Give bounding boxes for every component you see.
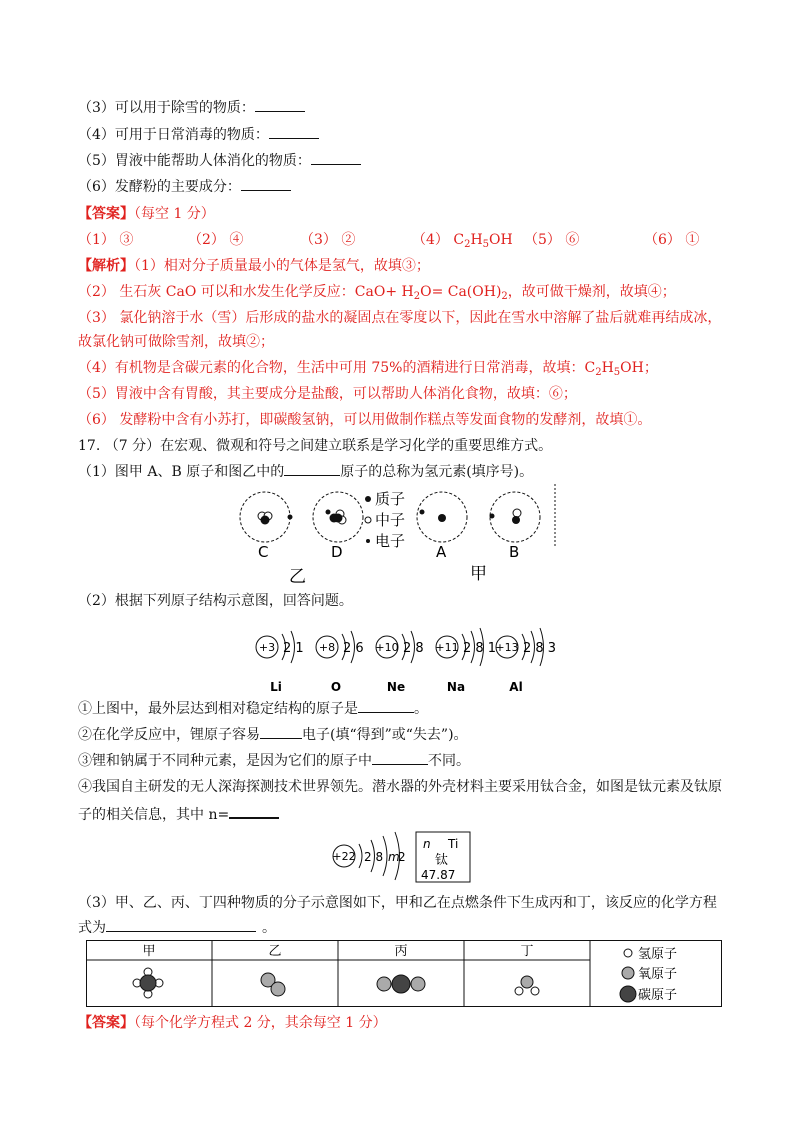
legend-electron: 电子	[375, 532, 406, 550]
question-line: 子的相关信息，其中 n=	[78, 804, 279, 825]
atom-structure-ne	[375, 631, 423, 694]
molecule-ch4	[133, 968, 163, 998]
atom-label: C	[258, 543, 269, 561]
atom-structure-na	[435, 628, 496, 694]
shell-electrons: 2 6	[343, 641, 364, 656]
atomic-structure-figure	[250, 620, 560, 696]
question-line: （6）发酵粉的主要成分：	[78, 177, 291, 197]
table-header-jia: 甲	[142, 944, 156, 959]
atom-model-figure	[230, 482, 570, 586]
legend-hydrogen: 氢原子	[638, 947, 678, 962]
atom-c-diagram	[240, 492, 293, 542]
table-header-ding: 丁	[520, 944, 534, 959]
nucleus-charge: +10	[375, 641, 399, 654]
ti-n: n	[423, 837, 431, 851]
legend-neutron: 中子	[375, 511, 406, 529]
group-label-jia: 甲	[470, 564, 487, 584]
analysis-line: （5）胃液中含有胃酸，其主要成分是盐酸，可以帮助人体消化食物，故填：⑥；	[78, 386, 577, 402]
question-line: （3）可以用于除雪的物质：	[78, 98, 305, 118]
question-line: 式为 。	[78, 920, 276, 936]
ti-last: 2	[398, 850, 406, 864]
question-heading: 17. （7 分）在宏观、微观和符号之间建立联系是学习化学的重要思维方式。	[78, 438, 553, 454]
atom-structure-al	[495, 628, 556, 694]
table-header-bing: 丙	[394, 944, 408, 959]
analysis-line: 【解析】（1）相对分子质量最小的气体是氢气，故填③；	[78, 258, 430, 274]
legend-carbon: 碳原子	[638, 988, 678, 1003]
legend-oxygen: 氧原子	[638, 967, 678, 982]
legend-proton: 质子	[375, 490, 406, 508]
molecule-o2	[261, 973, 285, 996]
shell-electrons: 2 1	[283, 641, 304, 656]
molecule-h2o	[515, 976, 539, 995]
ti-shells: 2 8	[364, 850, 384, 864]
analysis-line: （6） 发酵粉中含有小苏打，即碳酸氢钠，可以用做制作糕点等发面食物的发酵剂，故填①。	[78, 412, 652, 428]
ti-symbol: Ti	[448, 837, 459, 851]
ti-mass: 47.87	[421, 868, 456, 882]
ti-name: 钛	[435, 853, 449, 868]
shell-electrons: 2 8 1	[463, 641, 497, 656]
nucleus-charge: +3	[258, 641, 276, 654]
group-label-yi: 乙	[289, 567, 306, 586]
atom-d-diagram	[313, 492, 363, 542]
table-header-yi: 乙	[268, 944, 282, 959]
nucleus-charge: +13	[495, 641, 519, 654]
atom-label: B	[509, 543, 520, 561]
analysis-line: （4）有机物是含碳元素的化合物，生活中可用 75%的酒精进行日常消毒，故填：$C_2H_5OH$；	[78, 360, 658, 378]
analysis-line: 故氯化钠可做除雪剂，故填②；	[78, 334, 274, 350]
answer-heading: 【答案】（每空 1 分）	[78, 206, 215, 222]
atom-label: A	[436, 543, 447, 561]
molecule-table	[86, 940, 722, 1008]
nucleus-charge: +8	[318, 641, 336, 654]
question-line: ①上图中，最外层达到相对稳定结构的原子是 。	[78, 701, 428, 717]
nucleus-charge: +11	[435, 641, 459, 654]
particle-legend	[365, 490, 405, 550]
question-line: ③锂和钠属于不同种元素，是因为它们的原子中 不同。	[78, 753, 470, 769]
question-line: （4）可用于日常消毒的物质：	[78, 125, 319, 145]
shell-electrons: 2 8	[403, 641, 424, 656]
titanium-figure	[330, 826, 490, 884]
analysis-line: （3） 氯化钠溶于水（雪）后形成的盐水的凝固点在零度以下，因此在雪水中溶解了盐后就难再结成冰，	[78, 310, 722, 326]
ti-m: m	[388, 850, 400, 864]
atom-label: D	[331, 543, 343, 561]
ti-nucleus: +22	[332, 850, 356, 863]
atom-a-diagram	[417, 492, 467, 542]
element-symbol: Al	[509, 680, 523, 694]
question-line: （5）胃液中能帮助人体消化的物质：	[78, 151, 361, 171]
atom-structure-li	[256, 631, 304, 694]
analysis-line: （2） 生石灰 CaO 可以和水发生化学反应：$CaO+ H_2O= Ca(OH)_2$，故可做干燥剂，故填④；	[78, 284, 676, 302]
question-line: （2）根据下列原子结构示意图，回答问题。	[78, 593, 353, 609]
question-line: （1）图甲 A、B 原子和图乙中的 原子的总称为氢元素(填序号)。	[78, 464, 534, 480]
molecule-co2	[377, 975, 425, 993]
atom-b-diagram	[490, 492, 541, 542]
question-line: ④我国自主研发的无人深海探测技术世界领先。潜水器的外壳材料主要采用钛合金，如图是钛元素及钛原	[78, 779, 722, 795]
molecule-legend	[620, 947, 677, 1003]
element-symbol: Ne	[386, 680, 406, 694]
question-line: （3）甲、乙、丙、丁四种物质的分子示意图如下，甲和乙在点燃条件下生成丙和丁，该反应的化学方程	[78, 895, 717, 911]
element-symbol: Na	[446, 680, 466, 694]
element-symbol: O	[330, 680, 342, 694]
shell-electrons: 2 8 3	[523, 641, 557, 656]
answer-heading: 【答案】（每个化学方程式 2 分，其余每空 1 分）	[78, 1015, 387, 1031]
question-line: ②在化学反应中，锂原子容易 电子(填“得到”或“失去”)。	[78, 727, 468, 743]
atom-structure-o	[316, 631, 364, 694]
document-page: （3）可以用于除雪的物质： （4）可用于日常消毒的物质： （5）胃液中能帮助人体消化的物质： （6）发酵粉的主要成分： 【答案】（每空 1 分） （1） ③ （2） ④ （3） ② （4） $C_2H_5OH$ （5） ⑥ （6） ① 【解析】（1）相对分子质量最小的气体是氢气，故填③； （2） 生石灰 CaO 可以和水发生化学反应：$CaO+ H_2O= Ca(OH)_2$，故可做干燥剂，故填④； （3） 氯化钠溶于水（雪）后形成的盐水的凝固点在零度以下，因此在雪水中溶解了盐后就难再结成冰， 故氯化钠可做除雪剂，故填②； （4）有机物是含碳元素的化合物，生活中可用 75%的酒精进行日常消毒，故填：$C_2H_5OH$； （5）胃液中含有胃酸，其主要成分是盐酸，可以帮助人体消化食物，故填：⑥； （6） 发酵粉中含有小苏打，即碳酸氢钠，可以用做制作糕点等发面食物的发酵剂，故填①。 17. （7 分）在宏观、微观和符号之间建立联系是学习化学的重要思维方式。 （1）图甲 A、B 原子和图乙中的 原子的总称为氢元素(填序号)。 质子 中子 电子 C D A B 乙 甲 （2）根据下列原子结构示意图，回答问题。 +3 2 1 Li +8 2 6 O +10 2 8 Ne +11 2 8 1 Na +13 2 8 3 Al ①上图中，最外层达到相对稳定结构的原子是 。 ②在化学反应中，锂原子容易 电子(填“得到”或“失去”)。 ③锂和钠属于不同种元素，是因为它们的原子中 不同。 ④我国自主研发的无人深海探测技术世界领先。潜水器的外壳材料主要采用钛合金，如图是钛元素及钛原 子的相关信息，其中 n= +22 2 8 m 2 n Ti 钛 47.87 （3）甲、乙、丙、丁四种物质的分子示意图如下，甲和乙在点燃条件下生成丙和丁，该反应的化学方程 式为 。 甲 乙 丙 丁 氢原子 氧原子 碳原子 【答案】（每个化学方程式 2 分，其余每空 1 分）	[78, 100, 722, 1031]
element-symbol: Li	[270, 680, 282, 694]
